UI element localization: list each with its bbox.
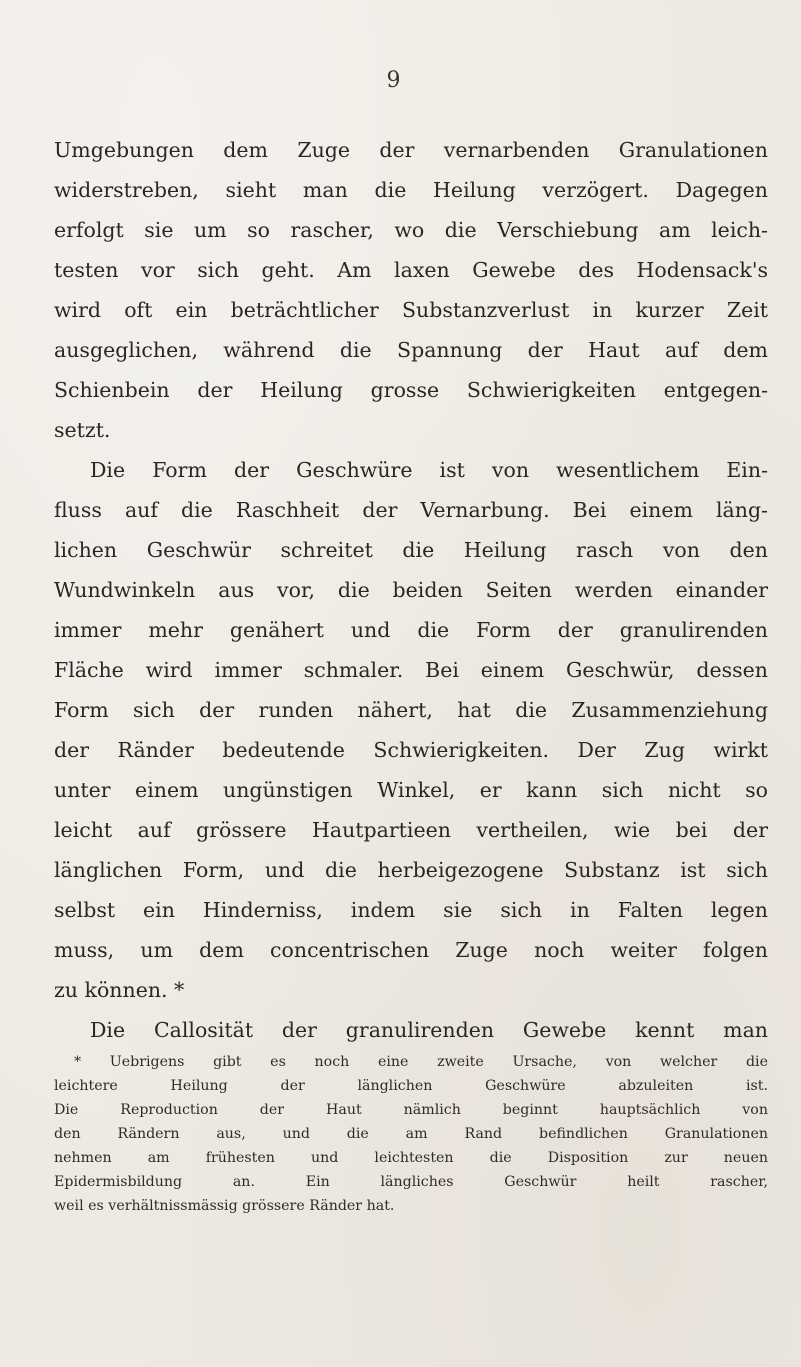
main-text: [54, 130, 768, 1050]
text-line: wird oft ein beträchtlicher Substanzverlust in kurzer Zeit: [54, 298, 768, 322]
text-line: lichen Geschwür schreitet die Heilung rasch von den: [54, 538, 768, 562]
text-line: muss, um dem concentrischen Zuge noch weiter folgen: [54, 938, 768, 962]
text-line: setzt.: [54, 418, 111, 442]
text-line: Schienbein der Heilung grosse Schwierigkeiten entgegen-: [54, 378, 768, 402]
text-line: unter einem ungünstigen Winkel, er kann sich nicht so: [54, 778, 768, 802]
footnote-line: Epidermisbildung an. Ein längliches Geschwür heilt rascher,: [54, 1174, 768, 1190]
text-line: Wundwinkeln aus vor, die beiden Seiten werden einander: [54, 578, 768, 602]
footnote-line: weil es verhältnissmässig grössere Ränder hat.: [54, 1198, 395, 1214]
footnote: [54, 1050, 768, 1218]
text-line: Umgebungen dem Zuge der vernarbenden Granulationen: [54, 138, 768, 162]
text-line: widerstreben, sieht man die Heilung verzögert. Dagegen: [54, 178, 768, 202]
page-number: 9: [386, 68, 401, 93]
text-line: Form sich der runden nähert, hat die Zusammenziehung: [54, 698, 768, 722]
text-line: ausgeglichen, während die Spannung der Haut auf dem: [54, 338, 768, 362]
text-line: selbst ein Hinderniss, indem sie sich in Falten legen: [54, 898, 768, 922]
footnote-line: nehmen am frühesten und leichtesten die Disposition zur neuen: [54, 1150, 768, 1166]
footnote-line: den Rändern aus, und die am Rand befindlichen Granulationen: [54, 1126, 768, 1142]
text-line: erfolgt sie um so rascher, wo die Verschiebung am leich-: [54, 218, 768, 242]
footnote-line: Die Reproduction der Haut nämlich beginnt hauptsächlich von: [54, 1102, 768, 1118]
text-line: zu können. *: [54, 978, 185, 1002]
text-line: länglichen Form, und die herbeigezogene Substanz ist sich: [54, 858, 768, 882]
text-line: Fläche wird immer schmaler. Bei einem Geschwür, dessen: [54, 658, 768, 682]
text-line: Die Form der Geschwüre ist von wesentlichem Ein-: [90, 458, 768, 482]
text-line: Die Callosität der granulirenden Gewebe kennt man: [90, 1018, 768, 1042]
text-line: fluss auf die Raschheit der Vernarbung. Bei einem läng-: [54, 498, 768, 522]
text-line: testen vor sich geht. Am laxen Gewebe des Hodensack's: [54, 258, 768, 282]
footnote-line: * Uebrigens gibt es noch eine zweite Ursache, von welcher die: [74, 1054, 768, 1070]
text-line: immer mehr genähert und die Form der granulirenden: [54, 618, 768, 642]
text-line: der Ränder bedeutende Schwierigkeiten. Der Zug wirkt: [54, 738, 768, 762]
footnote-line: leichtere Heilung der länglichen Geschwüre abzuleiten ist.: [54, 1078, 768, 1094]
text-line: leicht auf grössere Hautpartieen vertheilen, wie bei der: [54, 818, 768, 842]
